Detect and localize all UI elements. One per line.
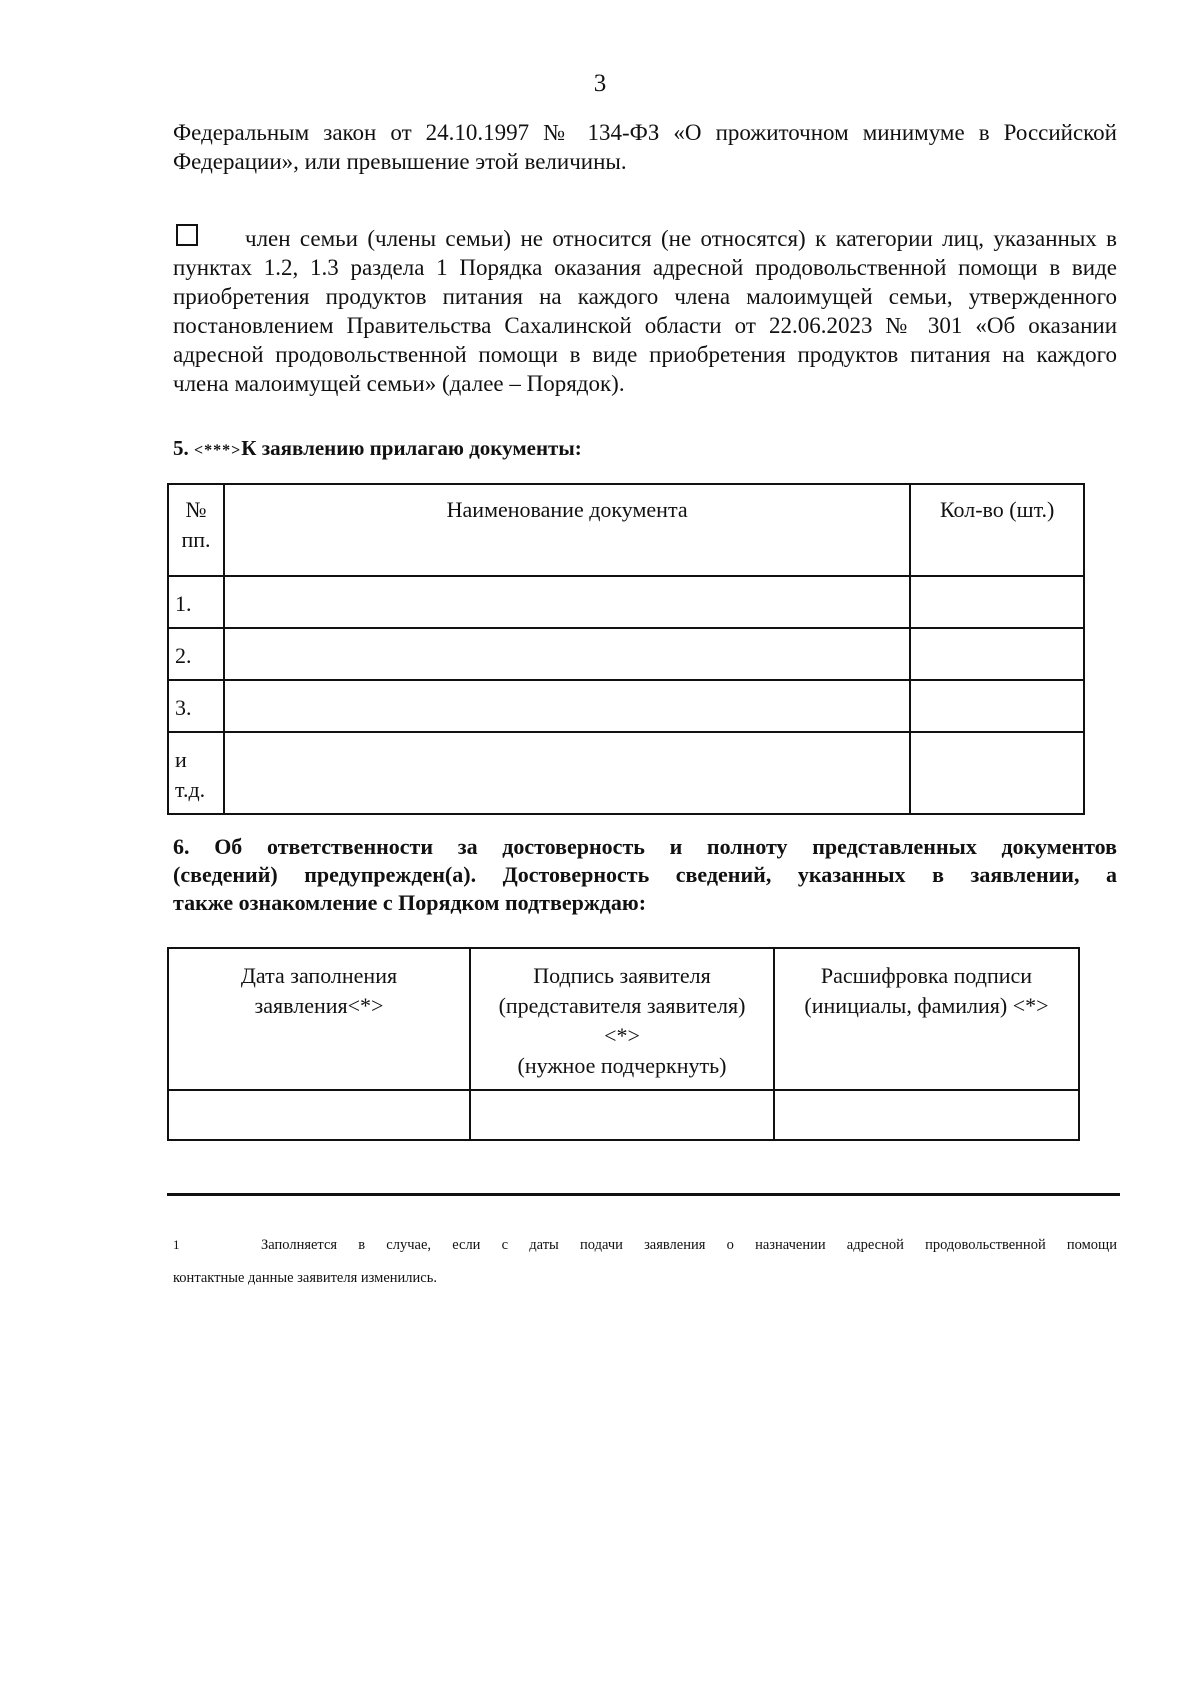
checkbox-text-line: члена малоимущей семьи» (далее – Порядок). [173, 371, 625, 396]
footnote-line: Заполняется в случае, если с даты подачи заявления о назначении адресной продовольственной помощи [261, 1237, 1117, 1253]
section-6-line: также ознакомление с Порядком подтверждаю: [173, 890, 647, 915]
checkbox-text-line: адресной продовольственной помощи в виде приобретения продуктов питания на каждого [173, 342, 1117, 367]
footnote [173, 1228, 1117, 1295]
header-number [168, 484, 224, 576]
row-number: 3. [168, 680, 224, 732]
intro-line: Федерации», или превышение этой величины. [173, 149, 627, 174]
row-number [168, 732, 224, 814]
checkbox-text-line: член семьи (члены семьи) не относится (не относятся) к категории лиц, указанных в [245, 226, 1117, 251]
section-number: 5. [173, 436, 189, 460]
header-document-name: Наименование документа [224, 484, 910, 576]
footnote-marker: <***> [194, 442, 242, 459]
signature-header-row [168, 948, 1079, 1090]
header-line: Расшифровка подписи [820, 963, 1033, 988]
signature-input-row [168, 1090, 1079, 1140]
header-number-line: № [185, 497, 207, 522]
header-line: Подпись заявителя [533, 963, 711, 988]
document-name-cell[interactable] [224, 628, 910, 680]
table-row [168, 680, 1084, 732]
documents-table [167, 483, 1085, 815]
quantity-cell[interactable] [910, 628, 1084, 680]
page-number: 3 [593, 70, 607, 97]
quantity-cell[interactable] [910, 680, 1084, 732]
checkbox-text-line: постановлением Правительства Сахалинской области от 22.06.2023 № 301 «Об оказании [173, 313, 1117, 338]
header-applicant-signature [470, 948, 774, 1090]
footnote-separator [167, 1193, 1120, 1196]
table-row [168, 576, 1084, 628]
header-signature-transcript [774, 948, 1079, 1090]
document-name-cell[interactable] [224, 576, 910, 628]
section-title: К заявлению прилагаю документы: [241, 436, 582, 460]
document-name-cell[interactable] [224, 732, 910, 814]
document-name-cell[interactable] [224, 680, 910, 732]
section-6-statement [173, 833, 1117, 917]
table-row [168, 628, 1084, 680]
fill-date-field[interactable] [168, 1090, 470, 1140]
signature-transcript-field[interactable] [774, 1090, 1079, 1140]
header-number-line: пп. [181, 527, 211, 552]
section-5-heading [173, 436, 582, 461]
intro-paragraph [173, 118, 1117, 176]
section-6-line: (сведений) предупрежден(а). Достоверность сведений, указанных в заявлении, а [173, 862, 1117, 887]
table-row [168, 732, 1084, 814]
row-number-line: т.д. [175, 777, 206, 802]
signature-table [167, 947, 1080, 1141]
quantity-cell[interactable] [910, 732, 1084, 814]
footnote-mark: 1 [173, 1237, 180, 1252]
header-line: Дата заполнения [240, 963, 398, 988]
table-header-row [168, 484, 1084, 576]
row-number: 1. [168, 576, 224, 628]
row-number: 2. [168, 628, 224, 680]
row-number-line: и [175, 747, 187, 772]
checkbox-text-line: приобретения продуктов питания на каждого члена малоимущей семьи, утвержденного [173, 284, 1117, 309]
header-line: (инициалы, фамилия) <*> [804, 993, 1049, 1018]
footnote-line: контактные данные заявителя изменились. [173, 1270, 437, 1286]
header-fill-date [168, 948, 470, 1090]
checkbox-paragraph [173, 224, 1117, 398]
header-line: (представителя заявителя) [498, 993, 746, 1018]
header-quantity: Кол-во (шт.) [910, 484, 1084, 576]
signature-field[interactable] [470, 1090, 774, 1140]
header-line: заявления<*> [254, 993, 384, 1018]
intro-line: Федеральным закон от 24.10.1997 № 134-ФЗ «О прожиточном минимуме в Российской [173, 120, 1117, 145]
header-line: <*> [604, 1023, 640, 1048]
quantity-cell[interactable] [910, 576, 1084, 628]
header-line: (нужное подчеркнуть) [517, 1053, 727, 1078]
checkbox-text-line: пунктах 1.2, 1.3 раздела 1 Порядка оказания адресной продовольственной помощи в виде [173, 255, 1117, 280]
section-6-line: 6. Об ответственности за достоверность и полноту представленных документов [173, 834, 1117, 859]
